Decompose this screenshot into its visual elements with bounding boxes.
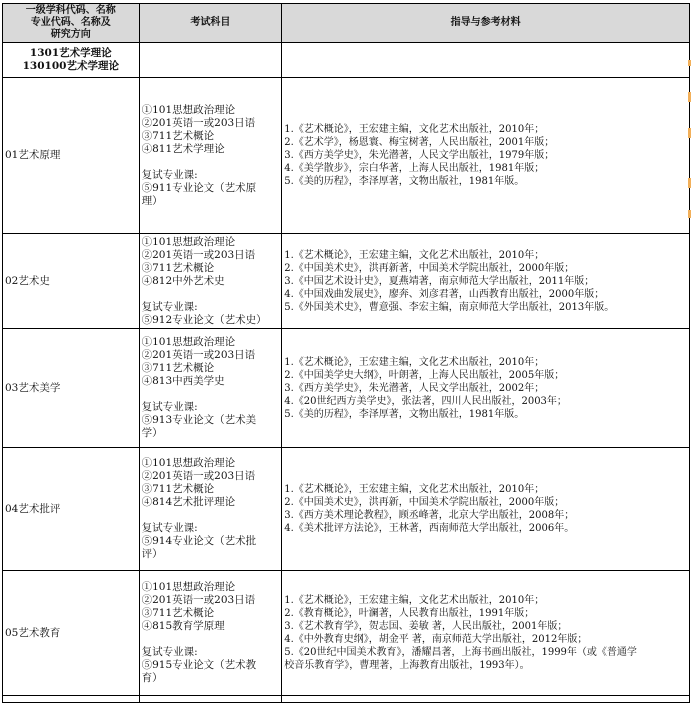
exam-subject: ③711艺术概论 [141, 129, 215, 142]
exam-subject: ③711艺术概论 [141, 261, 215, 274]
reference-item: 5.《外国美术史》，曹意强、李宏主编，南京师范大学出版社，2013年版。 [284, 301, 615, 313]
retest-subject: 育） [141, 672, 163, 684]
reference-item: 4.《20世纪西方美学史》，张法著，四川人民出版社，2003年； [284, 395, 567, 407]
exam-subject: ②201英语一或203日语 [141, 248, 256, 261]
reference-item: 2.《中国美术史》，洪再新著，中国美术学院出版社，2000年版； [284, 262, 575, 274]
reference-item: 2.《中国美学史大纲》，叶朗著，上海人民出版社，2005年版； [284, 369, 565, 381]
direction-name: 01艺术原理 [3, 78, 140, 234]
reference-item: 1.《艺术概论》，王宏建主编，文化艺术出版社，2010年； [284, 484, 545, 495]
exam-subject: ④812中外艺术史 [141, 274, 225, 287]
reference-item: 5.《20世纪中国美术教育》，潘耀昌著，上海书画出版社，1999年（或《普通学 [284, 647, 637, 658]
exam-subjects-cell [139, 448, 282, 571]
table-row [3, 448, 690, 571]
table-row [3, 78, 690, 234]
reference-item: 3.《中国艺术设计史》，夏燕靖著，南京师范大学出版社，2011年版； [284, 275, 595, 287]
reference-item: 5.《美的历程》，李泽厚著，文物出版社，1981年版。 [284, 176, 525, 187]
retest-subject: ⑤913专业论文（艺术美 [141, 414, 257, 426]
retest-label: 复试专业课: [141, 646, 198, 658]
spacer [142, 509, 280, 522]
exam-subjects-cell [139, 234, 282, 329]
exam-subject: ③711艺术概论 [141, 607, 215, 619]
department-name [3, 43, 140, 78]
department-exams-empty [139, 43, 282, 78]
reference-item: 2.《教育概论》，叶澜著，人民教育出版社，1991年版； [284, 608, 535, 619]
header-major-code [3, 4, 140, 43]
exam-subject: ④811艺术学理论 [141, 142, 225, 155]
header-major-code-line1: 一级学科代码、名称 [25, 5, 116, 16]
retest-subject: 理） [141, 194, 163, 207]
exam-subject: ①101思想政治理论 [141, 581, 236, 593]
reference-item: 3.《艺术教育学》，贺志国、姜敏 著，人民出版社，2001年版； [284, 621, 568, 632]
exam-subject: ③711艺术概论 [141, 362, 215, 374]
direction-name: 03艺术美学 [3, 329, 140, 448]
exam-subject: ③711艺术概论 [141, 483, 215, 495]
exam-subjects-table [2, 3, 690, 703]
reference-item: 3.《西方美学史》，朱光潜著，人民文学出版社，2002年； [284, 382, 545, 394]
reference-item: 3.《西方美学史》，朱光潜著，人民文学出版社，1979年版； [284, 150, 555, 161]
department-code-line2: 130100艺术学理论 [22, 60, 119, 72]
exam-subjects-cell [139, 329, 282, 448]
retest-label: 复试专业课: [141, 401, 198, 413]
empty-cell [139, 696, 282, 703]
reference-item: 校音乐教育学》，曹理著，上海教育出版社，1993年）。 [284, 660, 530, 671]
retest-subject: ⑤914专业论文（艺术批 [141, 535, 257, 547]
retest-subject: ⑤912专业论文（艺术史） [141, 313, 267, 326]
exam-subject: ②201英语一或203日语 [141, 470, 256, 482]
exam-subject: ①101思想政治理论 [141, 235, 236, 248]
exam-subject: ④814艺术批评理论 [141, 496, 236, 508]
reference-item: 1.《艺术概论》，王宏建主编，文化艺术出版社，2010年； [284, 249, 545, 261]
exam-subject: ④813中西美学史 [141, 375, 225, 387]
exam-subject: ④815教育学原理 [141, 620, 225, 632]
reference-materials-cell [282, 78, 690, 234]
exam-subjects-cell [139, 78, 282, 234]
header-major-code-line2: 专业代码、名称及 [30, 17, 111, 28]
reference-item: 1.《艺术概论》，王宏建主编，文化艺术出版社，2010年； [284, 124, 545, 135]
direction-name: 05艺术教育 [3, 571, 140, 696]
reference-item: 4.《美学散步》，宗白华著，上海人民出版社，1981年版； [284, 163, 545, 174]
reference-materials-cell [282, 571, 690, 696]
reference-item: 4.《美术批评方法论》，王林著，西南师范大学出版社，2006年。 [284, 523, 575, 534]
retest-label: 复试专业课: [141, 522, 198, 534]
department-materials-empty [282, 43, 690, 78]
exam-subjects-cell [139, 571, 282, 696]
exam-subject: ①101思想政治理论 [141, 457, 236, 469]
exam-table-page [2, 3, 690, 703]
reference-item: 4.《中国戏曲发展史》，廖奔、刘彦君著，山西教育出版社，2000年版； [284, 288, 605, 300]
exam-subject: ②201英语一或203日语 [141, 116, 256, 129]
retest-subject: 学） [141, 427, 163, 439]
direction-name: 02艺术史 [3, 234, 140, 329]
exam-subject: ②201英语一或203日语 [141, 594, 256, 606]
table-row-cut-off [3, 696, 690, 703]
reference-item: 4.《中外教育史纲》，胡金平 著，南京师范大学出版社，2012年版； [284, 634, 588, 645]
reference-item: 3.《西方美术理论教程》，顾丞峰著，北京大学出版社，2008年； [284, 510, 575, 521]
empty-cell [282, 696, 690, 703]
reference-item: 1.《艺术概论》，王宏建主编，文化艺术出版社，2010年； [284, 595, 545, 606]
spacer [142, 388, 280, 401]
department-code-line1: 1301艺术学理论 [29, 47, 112, 59]
table-header-row [3, 4, 690, 43]
reference-materials-cell [282, 448, 690, 571]
reference-item: 1.《艺术概论》，王宏建主编，文化艺术出版社，2010年； [284, 356, 545, 368]
header-major-code-line3: 研究方向 [50, 29, 91, 40]
exam-subject: ②201英语一或203日语 [141, 349, 256, 361]
retest-subject: 评） [141, 548, 163, 560]
retest-label: 复试专业课: [141, 168, 198, 181]
retest-subject: ⑤911专业论文（艺术原 [141, 181, 257, 194]
spacer [142, 156, 280, 169]
spacer [142, 633, 280, 646]
department-row [3, 43, 690, 78]
reference-item: 2.《艺术学》，杨恩寰、梅宝树著，人民出版社，2001年版； [284, 137, 555, 148]
retest-label: 复试专业课: [141, 300, 198, 313]
exam-subject: ①101思想政治理论 [141, 103, 236, 116]
table-row [3, 329, 690, 448]
reference-materials-cell [282, 329, 690, 448]
table-row [3, 571, 690, 696]
table-row [3, 234, 690, 329]
reference-item: 5.《美的历程》，李泽厚著，文物出版社，1981年版。 [284, 408, 525, 420]
spacer [142, 288, 280, 301]
exam-subject: ①101思想政治理论 [141, 336, 236, 348]
direction-name: 04艺术批评 [3, 448, 140, 571]
empty-cell [3, 696, 140, 703]
retest-subject: ⑤915专业论文（艺术教 [141, 659, 257, 671]
header-reference-materials: 指导与参考材料 [282, 4, 690, 43]
reference-item: 2.《中国美术史》，洪再新，中国美术学院出版社，2000年版； [284, 497, 565, 508]
reference-materials-cell [282, 234, 690, 329]
header-exam-subjects: 考试科目 [139, 4, 282, 43]
